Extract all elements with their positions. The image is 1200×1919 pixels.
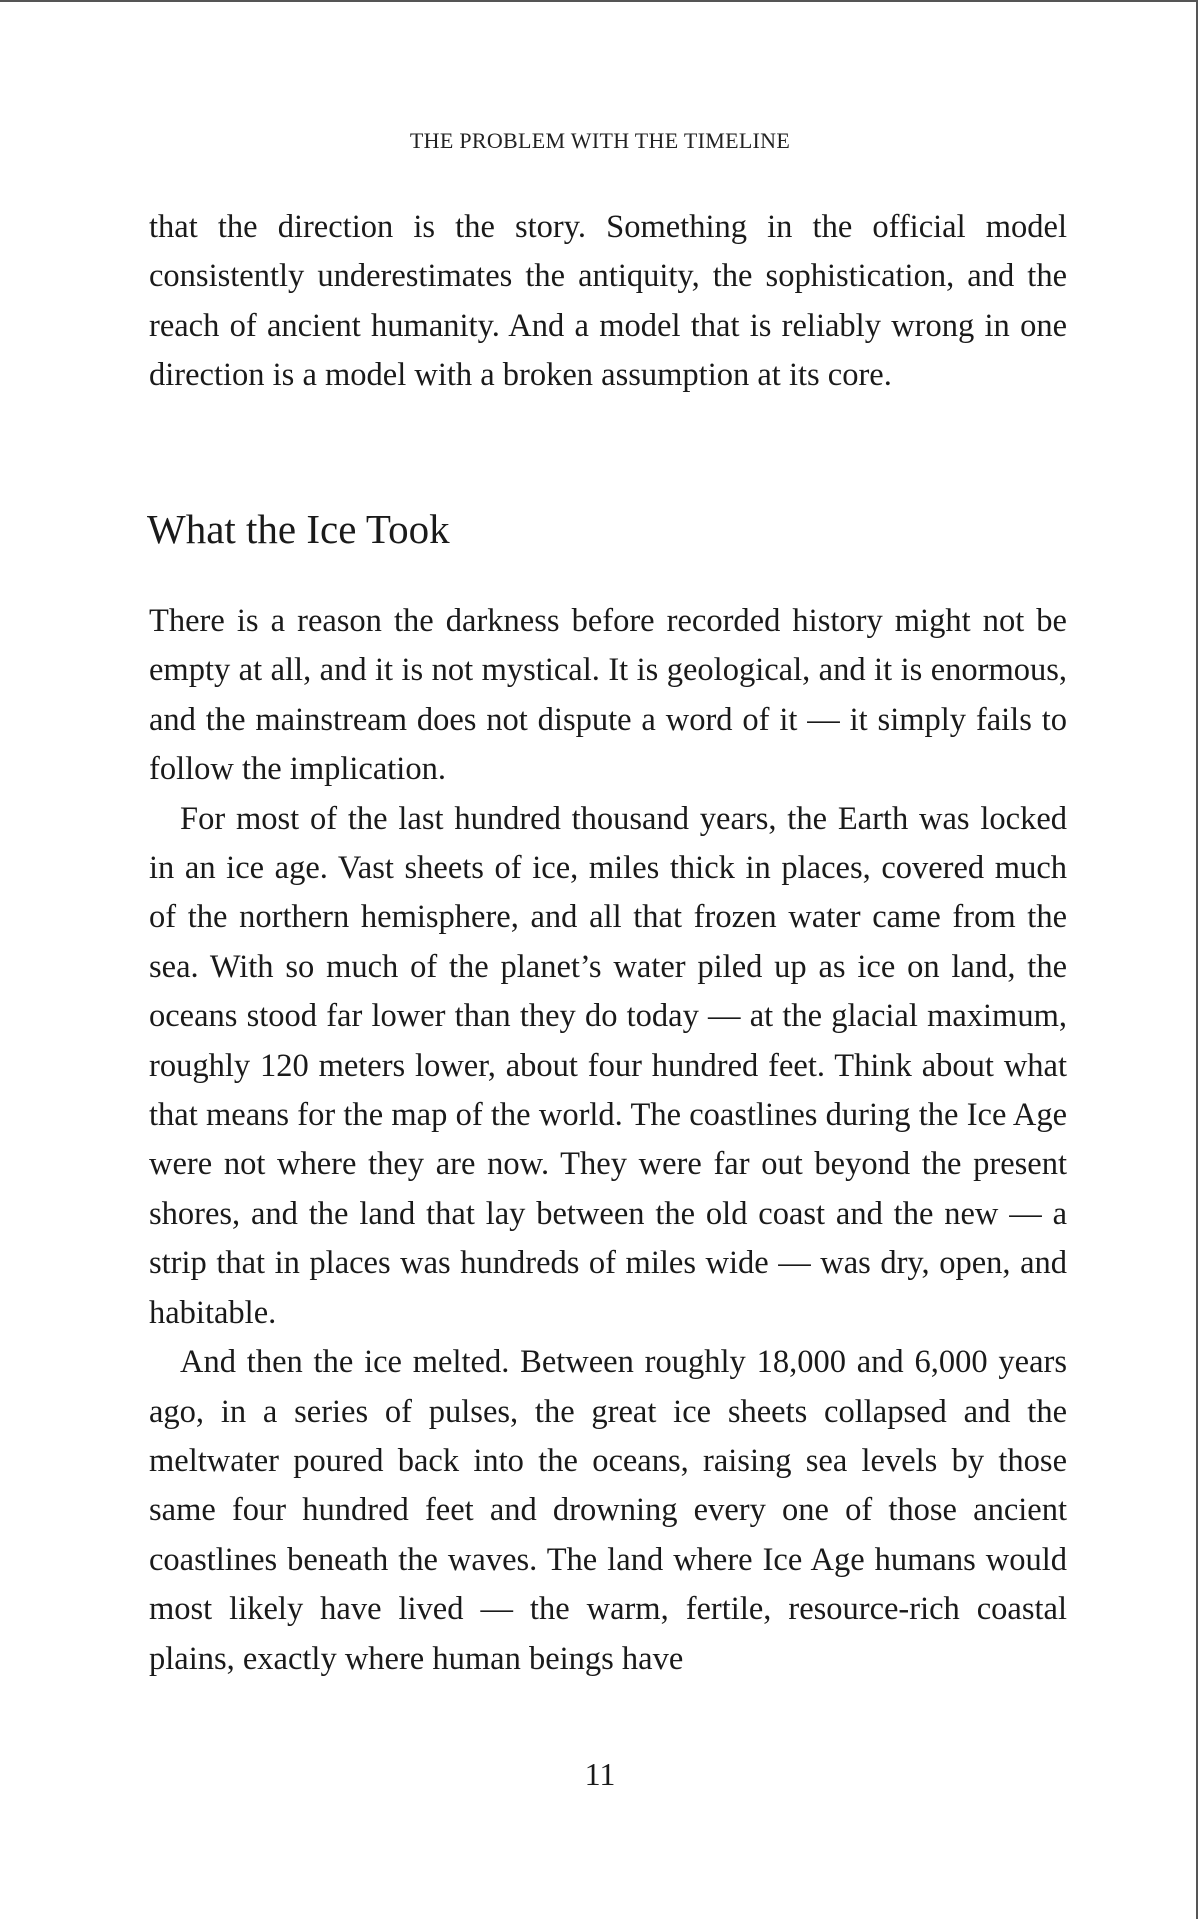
body-paragraph-2: For most of the last hundred thousand years, the Earth was locked in an ice age. Vast sheets of ice, miles thick in places, covered much of the northern hemisphere, and all that frozen water came from the sea. With so much of the planet’s water piled up as ice on land, the oceans stood far lower than they do today — at the glacial maximum, roughly 120 meters lower, about four hundred feet. Think about what that means for the map of the world. The coastlines during the Ice Age were not where they are now. They were far out beyond the present shores, and the land that lay between the old coast and the new — a strip that in places was hundreds of miles wide — was dry, open, and habitable. [149,800,1067,1331]
body-paragraph-3: And then the ice melted. Between roughly 18,000 and 6,000 years ago, in a series of pulses, the great ice sheets collapsed and the meltwater poured back into the oceans, raising sea levels by those same four hundred feet and drowning every one of those ancient coastlines beneath the waves. The land where Ice Age humans would most likely have lived — the warm, fertile, resource-rich coastal plains, exactly where human beings have [149,1344,1067,1677]
page-number: 11 [584,1756,616,1792]
section-heading: What the Ice Took [147,506,450,552]
section-body [149,597,1067,1684]
continued-paragraph: that the direction is the story. Something in the official model consistently underestimates the antiquity, the sophistication, and the reach of ancient humanity. And a model that is reliably wrong in one direction is a model with a broken assumption at its core. [149,209,1067,394]
running-head: THE PROBLEM WITH THE TIMELINE [409,128,791,153]
continued-paragraph-block [149,203,1067,401]
body-paragraph-1: There is a reason the darkness before recorded history might not be empty at all, and it is not mystical. It is geological, and it is enormous, and the mainstream does not dispute a word of it — it simply fails to follow the implication. [149,603,1067,788]
